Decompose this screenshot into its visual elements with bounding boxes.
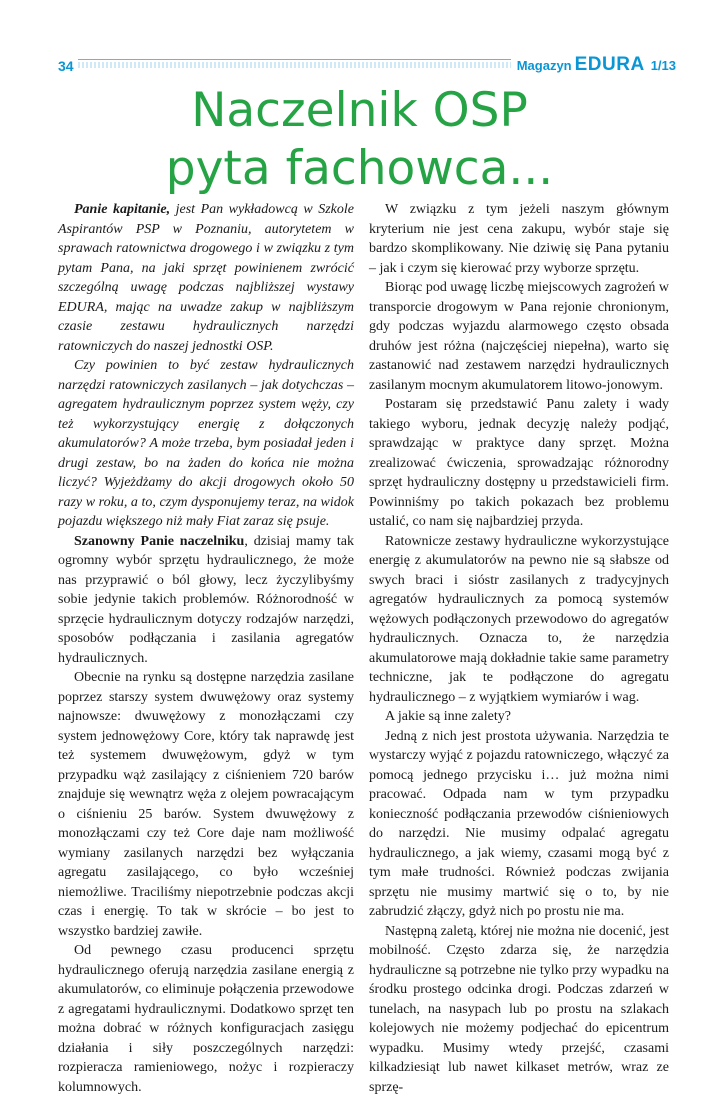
article-title-line-1: Naczelnik OSP (0, 82, 719, 140)
body-paragraph: Jedną z nich jest prostota używania. Narzędzia te wystarczy wyjąć z pojazdu ratowniczego, włączyć za pomocą jednego przycisku i… już można nimi pracować. Odpada nam w tym przypadku konieczność podłączania przewodów ciśnieniowych do narzędzi. Nie musimy odpalać agregatu hydraulicznego, a jak wiemy, czasami mogą być z tym małe trudności. Również podczas zwijania sprzętu nie musimy martwić się o to, by nie zabrudzić złączy, gdyż nich po prostu nie ma. (369, 727, 669, 922)
body-paragraph: Ratownicze zestawy hydrauliczne wykorzystujące energię z akumulatorów na pewno nie są słabsze od swych braci i sióstr zasilanych z tradycyjnych agregatów hydraulicznych za pomocą systemów wężowych podłączonych przewodowo do agregatów hydraulicznych. Oznacza to, że narzędzia akumulatorowe mają dokładnie takie same parametry techniczne, jak te podłączone do agregatu hydraulicznego – z wyjątkiem wymiarów i wag. (369, 532, 669, 708)
body-paragraph: Następną zaletą, której nie można nie docenić, jest mobilność. Często zdarza się, że narzędzia hydrauliczne są potrzebne nie tylko przy wypadku na środku prostego odcinka drogi. Podczas zdarzeń w tunelach, na nasypach lub po prostu na szlakach kolejowych nie możemy podjechać do epicentrum wypadku. Musimy wtedy przejść, czasami kilkadziesiąt lub nawet kilkaset metrów, wraz ze sprzę- (369, 922, 669, 1097)
question-salutation: Panie kapitanie, (74, 202, 170, 217)
magazine-masthead (511, 54, 676, 76)
question-paragraph-2: Czy powinien to być zestaw hydraulicznych narzędzi ratowniczych zasilanych – jak dotychczas – agregatem hydraulicznym poprzez system węży, czy też wykorzystujący energię z dołączonych akumulatorów? A może trzeba, bym posiadał jeden i drugi zestaw, bo na żaden do końca nie można liczyć? Wyjeżdżamy do akcji drogowych około 50 razy w roku, a to, czym dysponujemy teraz, na widok pojazdu większego niż mały Fiat zaraz się psuje. (58, 356, 354, 532)
body-paragraph: Obecnie na rynku są dostępne narzędzia zasilane poprzez starszy system dwuwężowy oraz systemy najnowsze: dwuwężowy z monozłączami czy system jednowężowy Core, który tak naprawdę jest też systemem dwuwężowym, gdyż w tym przypadku wąż zasilający z ciśnieniem 720 barów znajduje się wewnątrz węża z olejem powracającym o ciśnieniu 25 barów. System dwuwężowy z monozłączami czy też Core daje nam możliwość wymiany zasilanych narzędzi bez wyłączania agregatu zasilającego, co było wcześniej niemożliwe. Traciliśmy niepotrzebnie podczas akcji czas i energię. To tak w skrócie – bo jest to wszystko bardziej zawiłe. (58, 668, 354, 941)
left-column (58, 200, 354, 1097)
magazine-label: Magazyn (517, 58, 572, 73)
question-paragraph (58, 200, 354, 356)
article-title-line-2: pyta fachowca... (0, 140, 719, 198)
question-text: jest Pan wykładowcą w Szkole Aspirantów PSP w Poznaniu, autorytetem w sprawach ratownictwa drogowego i w związku z tym pytam Pana, na jaki sprzęt powinienem zwrócić szczególną uwagę podczas najbliższej wystawy EDURA, mając na uwadze zakup w najbliższym czasie zestawu hydraulicznych narzędzi ratowniczych do naszej jednostki OSP. (58, 202, 354, 354)
body-paragraph: W związku z tym jeżeli naszym głównym kryterium nie jest cena zakupu, wybór staje się bardzo skomplikowany. Nie dziwię się Pana pytaniu – jak i czym się kierować przy wyborze sprzętu. (369, 200, 669, 278)
answer-salutation: Szanowny Panie naczelniku (74, 534, 244, 549)
answer-text: , dzisiaj mamy tak ogromny wybór sprzętu hydraulicznego, że może nas przyprawić o ból głowy, lecz życzylibyśmy sobie jedynie takich problemów. Różnorodność w sprzęcie hydraulicznym dotyczy rodzajów narzędzi, sposobów podłączania i zasilania agregatów hydraulicznych. (58, 534, 354, 666)
body-paragraph: Postaram się przedstawić Panu zalety i wady takiego wyboru, jednak decyzję należy podjąć, sprawdzając w praktyce dany sprzęt. Można zrealizować ćwiczenia, sprowadzając różnorodny sprzęt hydrauliczny dostępny u przedstawicieli firm. Powinniśmy po takich pokazach bez problemu ustalić, co nam się najbardziej przyda. (369, 395, 669, 532)
answer-paragraph (58, 532, 354, 669)
body-paragraph: Od pewnego czasu producenci sprzętu hydraulicznego oferują narzędzia zasilane energią z akumulatorów, co eliminuje połączenia przewodowe z agregatami hydraulicznymi. Dodatkowo sprzęt ten można dobrać w różnych konfiguracjach zasięgu działania i siły poszczególnych narzędzi: rozpieracza ramieniowego, nożyc i rozpieraczy kolumnowych. (58, 941, 354, 1097)
issue-number: 1/13 (651, 58, 676, 73)
right-column (369, 200, 669, 1097)
page-number: 34 (58, 58, 78, 74)
body-paragraph: Biorąc pod uwagę liczbę miejscowych zagrożeń w transporcie drogowym w Pana rejonie chronionym, gdy podczas wyjazdu alarmowego często obsada druhów jest różna (najczęściej niepełna), warto się zastanowić nad zestawem narzędzi hydraulicznych zasilanym mocnym akumulatorem litowo-jonowym. (369, 278, 669, 395)
magazine-name: EDURA (575, 54, 645, 75)
body-paragraph: A jakie są inne zalety? (369, 707, 669, 727)
page-header (58, 52, 676, 82)
